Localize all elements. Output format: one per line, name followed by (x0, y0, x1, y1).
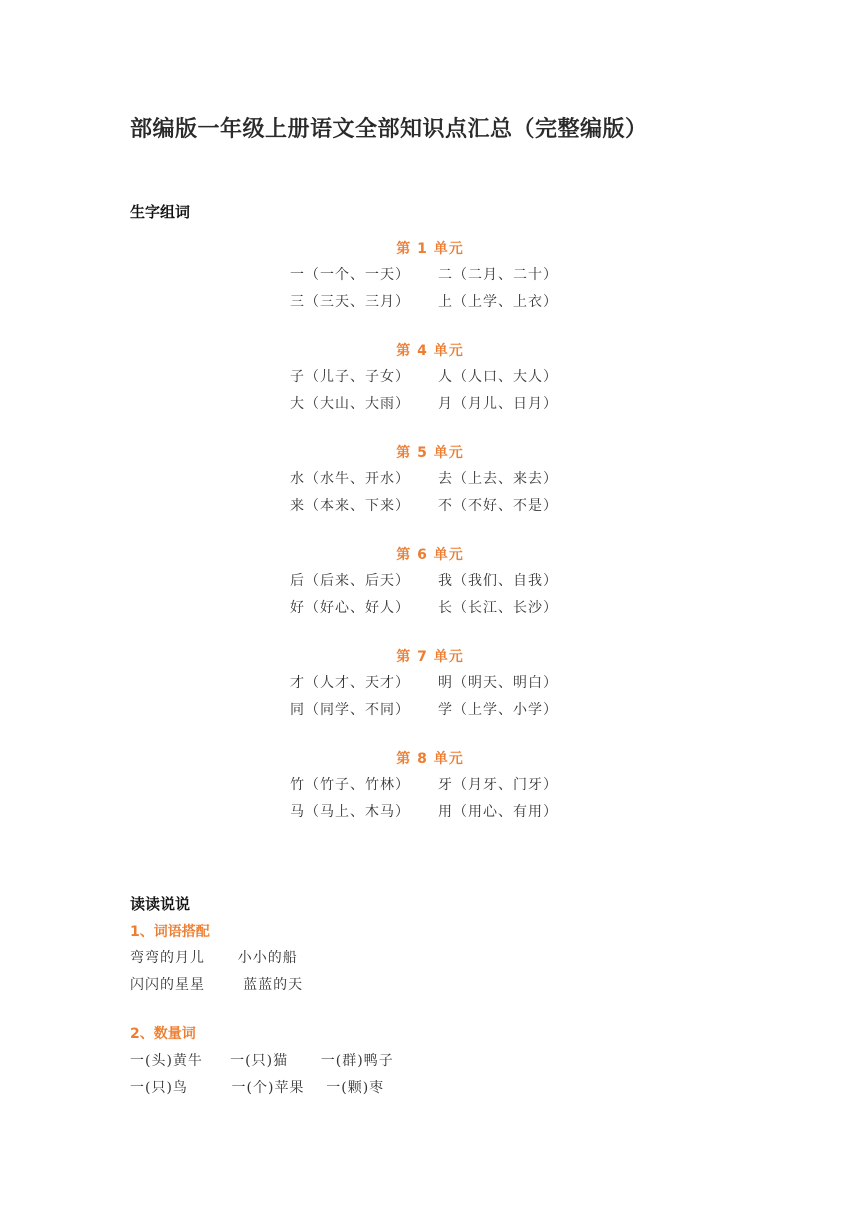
vocab-entry: 月（月儿、日月） (438, 396, 558, 412)
section-heading-reading: 读读说说 (130, 895, 191, 913)
vocab-entry: 同（同学、不同） (290, 702, 410, 718)
vocab-entry: 长（长江、长沙） (438, 600, 558, 616)
unit-title: 第 1 单元 (396, 241, 464, 257)
vocab-entry: 人（人口、大人） (438, 369, 558, 385)
vocab-row (290, 597, 558, 617)
vocab-entry: 学（上学、小学） (438, 702, 558, 718)
unit-block (0, 340, 860, 442)
vocab-row (290, 672, 558, 692)
vocab-row (290, 699, 558, 719)
unit-title: 第 8 单元 (396, 751, 464, 767)
vocab-row (290, 366, 558, 386)
vocab-row (290, 774, 558, 794)
vocab-entry: 去（上去、来去） (438, 471, 558, 487)
vocab-row (290, 264, 558, 284)
vocab-entry: 牙（月牙、门牙） (438, 777, 558, 793)
page-title: 部编版一年级上册语文全部知识点汇总（完整编版） (130, 117, 648, 142)
vocab-entry: 竹（竹子、竹林） (290, 777, 410, 793)
reading-line: 闪闪的星星 蓝蓝的天 (130, 977, 304, 993)
unit-title: 第 6 单元 (396, 547, 464, 563)
unit-block (0, 748, 860, 850)
vocab-entry: 不（不好、不是） (438, 498, 558, 514)
unit-title: 第 5 单元 (396, 445, 464, 461)
vocab-row (290, 393, 558, 413)
unit-block (0, 646, 860, 748)
vocab-entry: 水（水牛、开水） (290, 471, 410, 487)
subsection-title: 1、词语搭配 (130, 924, 210, 940)
unit-block (0, 544, 860, 646)
vocab-entry: 子（儿子、子女） (290, 369, 410, 385)
reading-line: 弯弯的月儿 小小的船 (130, 950, 298, 966)
vocab-entry: 上（上学、上衣） (438, 294, 558, 310)
unit-title: 第 7 单元 (396, 649, 464, 665)
vocab-row (290, 495, 558, 515)
vocab-row (290, 291, 558, 311)
unit-title: 第 4 单元 (396, 343, 464, 359)
vocab-entry: 一（一个、一天） (290, 267, 410, 283)
vocab-row (290, 468, 558, 488)
vocab-entry: 二（二月、二十） (438, 267, 558, 283)
vocab-entry: 三（三天、三月） (290, 294, 410, 310)
unit-block (0, 238, 860, 340)
unit-block (0, 442, 860, 544)
vocab-entry: 后（后来、后天） (290, 573, 410, 589)
reading-line: 一(只)鸟 一(个)苹果 一(颗)枣 (130, 1080, 385, 1096)
vocab-units (0, 238, 860, 850)
reading-line: 一(头)黄牛 一(只)猫 一(群)鸭子 (130, 1053, 394, 1069)
vocab-entry: 大（大山、大雨） (290, 396, 410, 412)
vocab-entry: 我（我们、自我） (438, 573, 558, 589)
vocab-row (290, 570, 558, 590)
vocab-entry: 马（马上、木马） (290, 804, 410, 820)
vocab-entry: 好（好心、好人） (290, 600, 410, 616)
vocab-entry: 用（用心、有用） (438, 804, 558, 820)
vocab-entry: 来（本来、下来） (290, 498, 410, 514)
vocab-entry: 才（人才、天才） (290, 675, 410, 691)
section-heading-vocab: 生字组词 (130, 203, 191, 221)
vocab-entry: 明（明天、明白） (438, 675, 558, 691)
subsection-title: 2、数量词 (130, 1026, 196, 1042)
vocab-row (290, 801, 558, 821)
